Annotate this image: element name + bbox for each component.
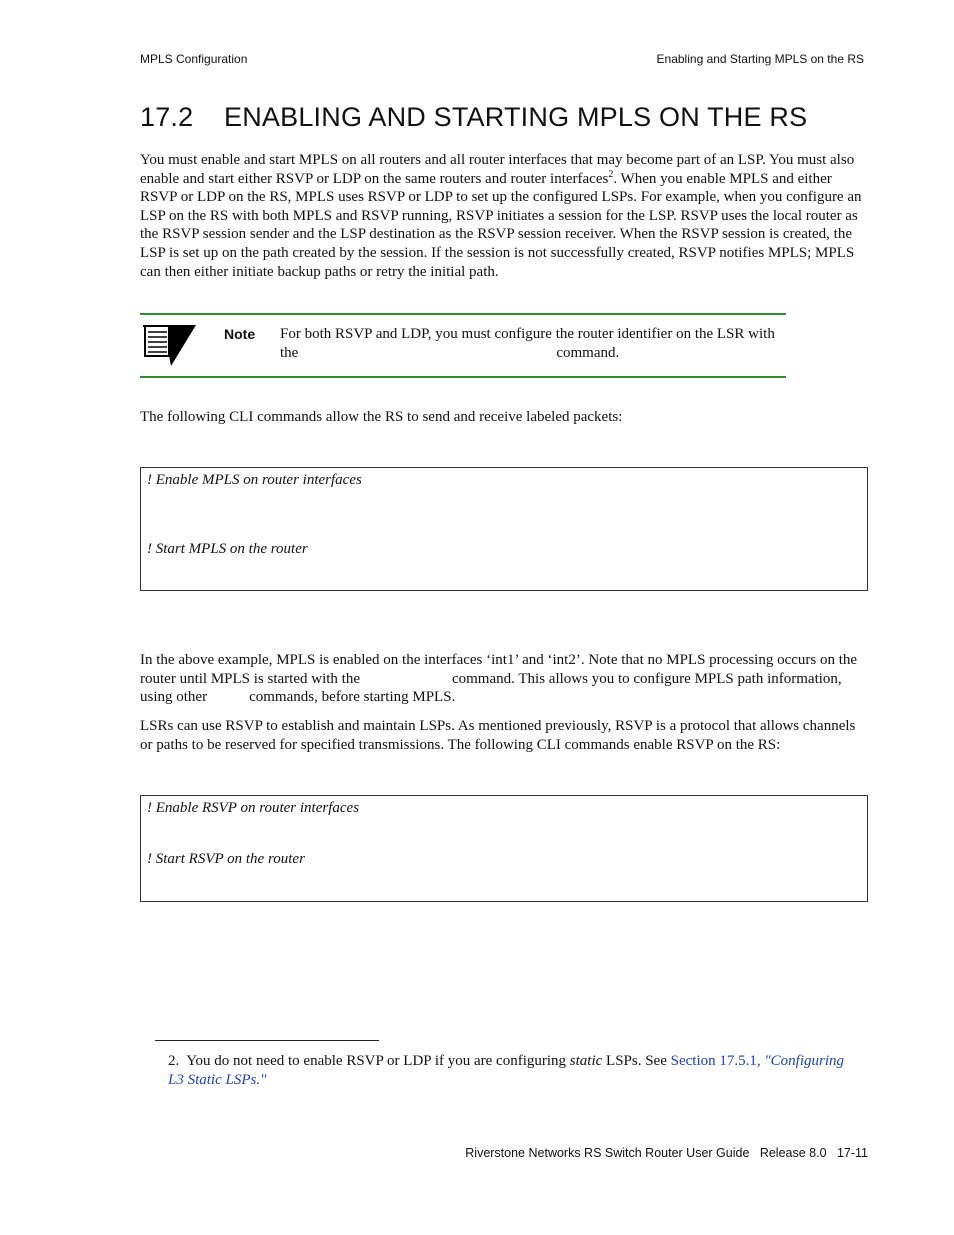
footnote-text-2: LSPs. See [606,1053,667,1069]
example-text-1: In the above example, MPLS is enabled on the interfaces ‘int1’ and ‘int2’. Note that no MPLS processing occurs on the router until MPLS is started with the [140,652,858,687]
cli-comment-enable-mpls: ! Enable MPLS on router interfaces [147,472,362,488]
footer-page-number: 17-11 [836,1146,868,1160]
cli-example-mpls [140,467,868,591]
note-bottom-rule [140,376,786,378]
page-footer [465,1146,868,1160]
running-header-right: Enabling and Starting MPLS on the RS [656,52,864,66]
cli-comment-start-mpls: ! Start MPLS on the router [147,541,308,557]
note-top-rule [140,313,786,315]
cli-comment-start-rsvp: ! Start RSVP on the router [147,851,305,867]
footnote-link-title[interactable]: "Configuring L3 Static LSPs." [168,1053,845,1088]
note-icon [141,322,197,368]
footnote-ref[interactable]: 2 [608,168,614,180]
section-number: 17.2 [140,102,194,132]
footer-release: Release 8.0 [759,1146,827,1160]
footnote-italic: static [569,1053,603,1069]
footnote-text-1: You do not need to enable RSVP or LDP if you are configuring [186,1053,567,1069]
footnote-link-section[interactable]: Section 17.5.1, [670,1053,761,1069]
note-text-2: command. [556,345,620,361]
intro-paragraph [140,151,868,281]
example-text-3: commands, before starting MPLS. [249,689,456,706]
intro-text-2: . When you enable MPLS and either RSVP or LDP on the RS, MPLS uses RSVP or LDP to set up the configured LSPs. For example, when you configure an LSP on the RS with both MPLS and RSVP running, RSVP initiates a session for the LSP. RSVP uses the local router as the RSVP session sender and the LSP destination as the RSVP session receiver. When the RSVP session is created, the LSP is set up on the path created by the session. If the session is not successfully created, RSVP notifies MPLS; MPLS can then either initiate backup paths or retry the initial path. [140,170,862,280]
cli-comment-enable-rsvp: ! Enable RSVP on router interfaces [147,800,360,816]
footnote [168,1052,848,1090]
footnote-rule [155,1040,379,1041]
footer-guide: Riverstone Networks RS Switch Router User Guide [465,1146,750,1160]
section-title-text: ENABLING AND STARTING MPLS ON THE RS [224,102,808,132]
note-text [280,325,786,363]
running-header-left: MPLS Configuration [140,52,248,66]
example-text-2: command. This allows you to configure MPLS path information, using other [140,670,842,706]
note-label: Note [224,326,256,342]
note-text-1: For both RSVP and LDP, you must configure the router identifier on the LSR with the [280,326,775,361]
rsvp-paragraph: LSRs can use RSVP to establish and maintain LSPs. As mentioned previously, RSVP is a protocol that allows channels or paths to be reserved for specified transmissions. The following CLI commands enable RSVP on the RS: [140,718,856,753]
footnote-number: 2. [168,1053,180,1069]
cli-example-rsvp [140,795,868,902]
intro-text-1: You must enable and start MPLS on all routers and all router interfaces that may become part of an LSP. You must also enable and start either RSVP or LDP on the same routers and router interfaces [140,152,855,187]
cli-intro: The following CLI commands allow the RS to send and receive labeled packets: [140,409,623,425]
section-title [140,102,807,133]
example-paragraph [140,651,868,707]
